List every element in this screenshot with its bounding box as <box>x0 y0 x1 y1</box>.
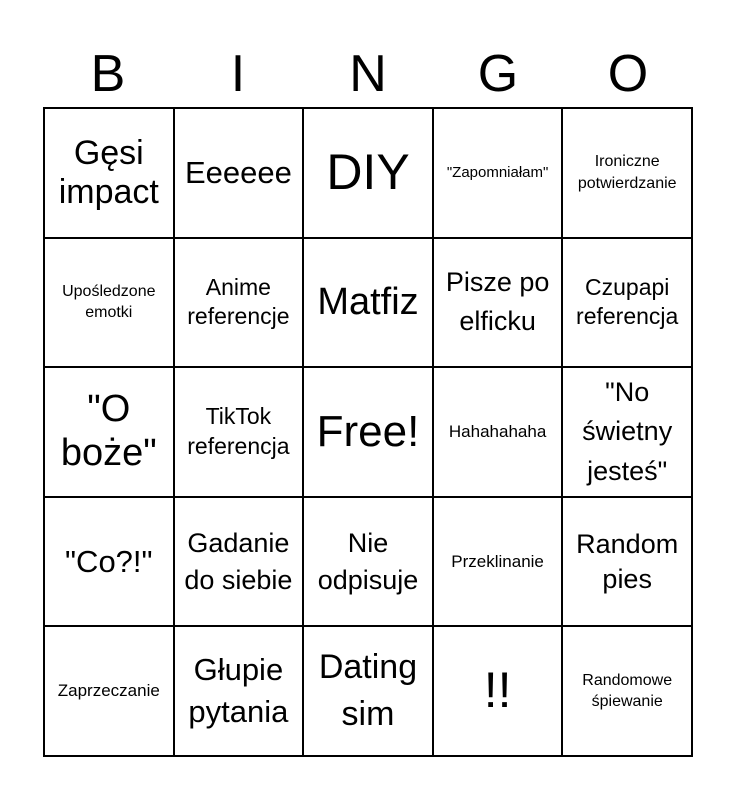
bingo-grid <box>43 107 693 757</box>
cell-text: Matfiz <box>317 280 419 323</box>
cell-text: Pisze po elficku <box>445 267 550 337</box>
cell-text: "No świetny jesteś" <box>582 377 673 486</box>
bingo-cell-r4-c2[interactable] <box>174 497 304 627</box>
header-letter-g: G <box>477 45 519 103</box>
bingo-cell-r1-c4[interactable] <box>433 108 563 238</box>
cell-text: Zaprzeczanie <box>57 681 160 701</box>
header-letter-b: B <box>90 45 126 103</box>
bingo-cell-r2-c2[interactable] <box>174 238 304 368</box>
cell-text: DIY <box>326 144 410 201</box>
cell-text: Gęsi impact <box>58 133 159 211</box>
bingo-cell-r5-c4[interactable] <box>433 626 563 756</box>
bingo-cell-r2-c1[interactable] <box>44 238 174 368</box>
cell-text: Przeklinanie <box>451 551 544 571</box>
bingo-cell-r3-c5[interactable] <box>562 367 692 497</box>
bingo-cell-r4-c4[interactable] <box>433 497 563 627</box>
bingo-cell-r1-c3[interactable] <box>303 108 433 238</box>
bingo-cell-r1-c2[interactable] <box>174 108 304 238</box>
bingo-cell-r5-c5[interactable] <box>562 626 692 756</box>
cell-text: Nie odpisuje <box>317 528 419 595</box>
cell-text: Eeeeee <box>184 154 292 190</box>
cell-text: Randomowe śpiewanie <box>582 671 673 711</box>
cell-text: Random pies <box>576 528 679 594</box>
cell-text: Czupapi referencja <box>576 273 679 330</box>
bingo-cell-r3-c4[interactable] <box>433 367 563 497</box>
cell-text: Upośledzone emotki <box>62 282 156 322</box>
bingo-cell-r4-c5[interactable] <box>562 497 692 627</box>
cell-text: "Zapomniałam" <box>446 164 549 182</box>
bingo-cell-r4-c3[interactable] <box>303 497 433 627</box>
bingo-cell-r1-c5[interactable] <box>562 108 692 238</box>
header-letter-n: N <box>349 45 387 103</box>
cell-text: Free! <box>316 406 420 456</box>
cell-text: Głupie pytania <box>188 652 289 730</box>
header-letter-i: I <box>230 45 246 103</box>
bingo-cell-r5-c2[interactable] <box>174 626 304 756</box>
bingo-cell-r1-c1[interactable] <box>44 108 174 238</box>
cell-text: Anime referencje <box>187 273 290 330</box>
bingo-header <box>43 42 693 106</box>
cell-text: Gadanie do siebie <box>184 528 293 595</box>
bingo-cell-r3-c1[interactable] <box>44 367 174 497</box>
bingo-cell-r3-c3[interactable] <box>303 367 433 497</box>
bingo-cell-r2-c4[interactable] <box>433 238 563 368</box>
header-letter-o: O <box>607 45 649 103</box>
bingo-cell-r3-c2[interactable] <box>174 367 304 497</box>
bingo-cell-r2-c3[interactable] <box>303 238 433 368</box>
bingo-cell-r4-c1[interactable] <box>44 497 174 627</box>
cell-text: Hahahahaha <box>448 422 547 442</box>
cell-text: Dating sim <box>318 647 418 734</box>
cell-text: TikTok referencja <box>187 403 290 459</box>
cell-text: !! <box>483 662 512 719</box>
bingo-cell-r5-c1[interactable] <box>44 626 174 756</box>
bingo-cell-r2-c5[interactable] <box>562 238 692 368</box>
cell-text: "O boże" <box>60 388 157 474</box>
cell-text: Ironiczne potwierdzanie <box>577 153 677 192</box>
cell-text: "Co?!" <box>65 543 153 579</box>
bingo-cell-r5-c3[interactable] <box>303 626 433 756</box>
